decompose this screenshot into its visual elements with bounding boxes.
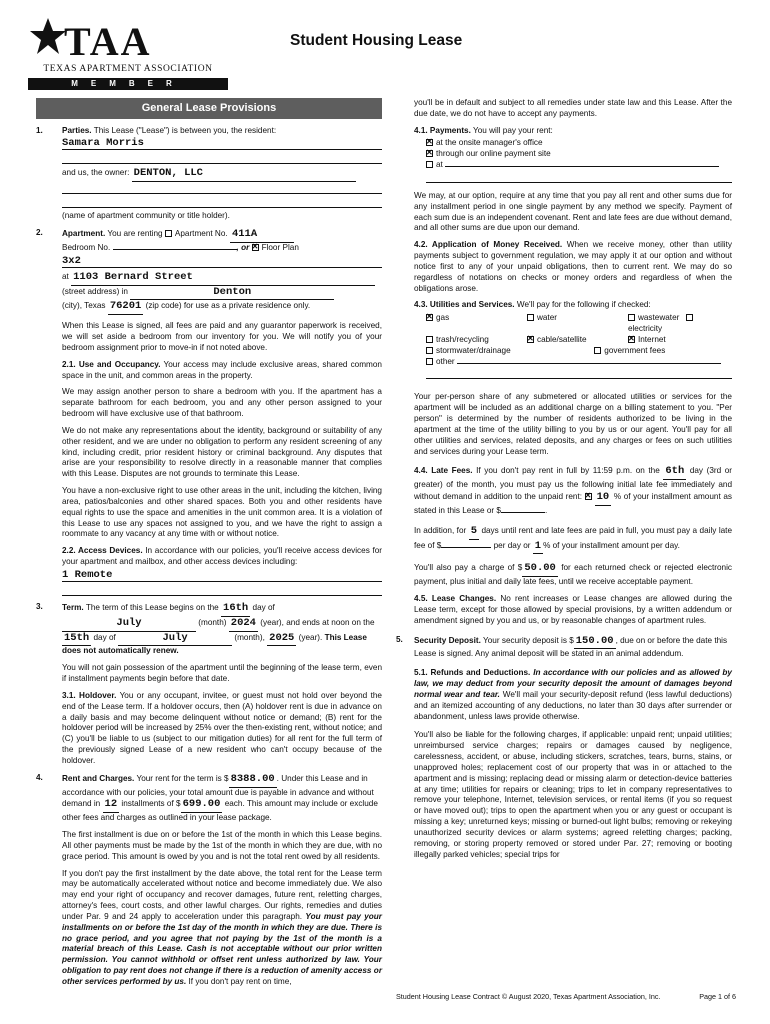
owner-line-2[interactable] — [62, 183, 382, 194]
section-title: General Lease Provisions — [36, 98, 382, 119]
owner-name-field[interactable]: DENTON, LLC — [132, 167, 356, 182]
pay-other-checkbox[interactable] — [426, 161, 433, 168]
installment-amount-field[interactable]: 699.00 — [181, 798, 223, 813]
logo-association-name: TEXAS APARTMENT ASSOCIATION — [43, 64, 213, 74]
resident-name-line-2[interactable] — [62, 153, 382, 164]
other-utility-checkbox[interactable] — [426, 358, 433, 365]
utility-trash[interactable]: trash/recycling — [426, 335, 527, 346]
apartment-checkbox[interactable] — [165, 230, 172, 237]
stormwater-checkbox[interactable] — [426, 347, 433, 354]
footer-copyright: Student Housing Lease Contract © August 2020, Texas Apartment Association, Inc. — [396, 992, 661, 1001]
paragraph-apartment: 2. Apartment. You are renting Apartment No. 411A Bedroom No. , or ✕ Floor Plan 3x2 at 1103 Bernard Street (street address) in Denton (city), Texas 76201 (zip code) for use as a private residence only. When this Lease is signed, all fees are paid and any guarantor paperwork is received, we will set aside a bedroom from our inventory for you. We will notify you of your bedroom assignment prior to move-in if not noted above. 2.1. Use and Occupancy. Your access may include exclusive areas, shared common space in the unit, and common areas in the property. We may assign another person to share a bedroom with you. If the apartment has a separate bathroom for each bedroom, you and any other person assigned to your bedroom will have exclusive use of that bathroom. We do not make any representations about the identity, background or suitability of any other resident, and we are under no obligation to perform any resident screening of any kind, including credit, prior resident history or criminal background. Any disputes that arise are your responsibility to resolve directly in a reasonable manner that complies with this Lease. Disputes are not grounds to terminate this Lease. You have a non-exclusive right to use other areas in the unit, including the kitchen, living area, patios/balconies and other shared spaces. Both you and other residents have equal rights to use the space and amenities in the unit common area. It is a violation of this Lease to use any spaces not assigned to you, and we have the right to assign a roommate to any vacancy at any time with or without notice. 2.2. Access Devices. In accordance with our policies, you'll receive access devices for your apartment and mailbox, and other access devices including: 1 Remote — [36, 228, 382, 596]
late-fee-amount-field[interactable] — [501, 512, 545, 513]
pay-online-checkbox[interactable] — [426, 150, 433, 157]
apartment-number-field[interactable]: 411A — [230, 228, 294, 243]
internet-checkbox[interactable] — [628, 336, 635, 343]
taa-logo — [28, 14, 228, 88]
wastewater-checkbox[interactable] — [628, 314, 635, 321]
utility-government-fees[interactable]: government fees — [594, 346, 732, 357]
floor-plan-checkbox[interactable] — [252, 244, 259, 251]
utility-stormwater[interactable]: stormwater/drainage — [426, 346, 594, 357]
logo-member-band: MEMBER — [28, 78, 228, 90]
resident-name-field[interactable]: Samara Morris — [62, 137, 382, 150]
logo-wordmark: TAA — [64, 19, 152, 64]
payment-option-other[interactable]: at — [426, 160, 732, 171]
payment-option-online[interactable]: ✕through our online payment site — [426, 149, 732, 160]
end-day-field[interactable]: 15th — [62, 632, 91, 647]
payment-options — [426, 138, 732, 182]
left-column — [36, 98, 382, 994]
pay-other-line-2[interactable] — [426, 172, 732, 183]
electricity-checkbox[interactable] — [686, 314, 693, 321]
utility-gas[interactable]: ✕gas — [426, 313, 527, 335]
utility-cable[interactable]: ✕ cable/satellite — [527, 335, 628, 346]
cable-checkbox[interactable] — [527, 336, 534, 343]
utilities-options — [426, 313, 732, 382]
paragraph-parties: 1. Parties. This Lease ("Lease") is between you, the resident: Samara Morris and us, the owner: DENTON, LLC (name of apartment community or title holder). — [36, 126, 382, 223]
total-rent-field[interactable]: 8388.00 — [229, 773, 277, 788]
star-icon — [28, 16, 68, 56]
daily-percent-field[interactable]: 1 — [533, 540, 543, 555]
end-month-field[interactable]: July — [118, 632, 232, 647]
late-percent-checkbox[interactable] — [585, 493, 592, 500]
page-footer — [396, 992, 736, 1001]
zip-field[interactable]: 76201 — [108, 300, 144, 315]
right-column: you'll be in default and subject to all remedies under state law and this Lease. After the due date, we do not have to accept any payments. 4.1. Payments. You will pay your rent: ✕at the onsite manager's office ✕through our online payment site at We may, at our option, require at any time that you pay all rent and other sums due for any installment period in one single payment by any method we specify. Payment of each sum due is an independent covenant. Rent and late fees are due without demand, and all other sums are due upon our demand. 4.2. Application of Money Received. When we receive money, other than utility payments subject to government regulation, we may apply it at our option and without notice first to any of your unpaid obligations, then to current rent. We may do so regardless of notations on checks or money orders and regardless of when the obligations arose. 4.3. Utilities and Services. We'll pay for the following if checked: ✕gas water wastewater electricity trash/recycling ✕ cable/satellite ✕ Internet stormwater/drainage government fees other Your per-person share of any submetered or allocated utilities or services for the apartment will be included as an additional charge on a billing statement to you. "Per person" is determined by the number of residents authorized to be living in the apartment at the time of the utility billing to you by us or our agent. You'll pay for all other utilities and services, related deposits, and any charges or fees on such utilities and services during your Lease term. 4.4. Late Fees. If you don't pay rent in full by 11:59 p.m. on the 6th day (3rd or greater) of the month, you must pay us the following initial late fee immediately and without demand in addition to the unpaid rent: ✕ 10 % of your installment amount as stated in this Lease or $ . In addition, for 5 days until rent and late fees are paid in full, you must pay a daily late fee of $ per day or 1 % of your installment amount per day. You'll also pay a charge of $ 50.00 for each returned check or rejected electronic payment, plus initial and daily late fees, until we receive acceptable payment. 4.5. Lease Changes. No rent increases or Lease changes are allowed during the Lease term, except for those allowed by special provisions, by a written addendum or amendment signed by you and us, or by reasonable changes of apartment rules. 5. Security Deposit. Your security deposit is $ 150.00 , due on or before the date this Lease is signed. Any animal deposit will be stated in an animal addendum. 5.1. Refunds and Deductions. In accordance with our policies and as allowed by law, we may deduct from your security deposit the amount of damages beyond normal wear and tear. We'll mail your security-deposit refund (less lawful deductions) and an itemized accounting of any deductions, no later than 30 days after surrender or abandonment, unless laws provide otherwise. You'll also be liable for the following charges, if applicable: unpaid rent; unpaid utilities; unreimbursed service charges; repairs or damages caused by negligence, carelessness, accident, or abuse, including stickers, scratches, tears, burns, stains, or unapproved holes; replacement cost of our property that was in or attached to the apartment and is missing; replacing dead or missing alarm or detection-device batteries at any time; utilities for repairs or cleaning; trips to let in company representatives to remove your telephone, Internet, television services, or rental items (if you so request or have moved out); trips to open the apartment when you or any guest or occupant is missing a key; unreturned keys; missing or burned-out light bulbs; removing or rekeying unauthorized security devices or alarm systems; agreed reletting charges; packing, removing, or storing property removed or stored under Par. 27; removing or booting illegally parked vehicles; special trips for — [414, 98, 732, 866]
late-day-field[interactable]: 6th — [663, 465, 686, 480]
water-checkbox[interactable] — [527, 314, 534, 321]
utility-water[interactable]: water — [527, 313, 628, 335]
paragraph-security-deposit: 5. Security Deposit. Your security deposit is $ 150.00 , due on or before the date this Lease is signed. Any animal deposit will be stated in an animal addendum. — [396, 634, 728, 659]
start-month-field[interactable]: July — [62, 617, 196, 632]
daily-late-fee-field[interactable] — [441, 547, 491, 548]
access-devices-field[interactable]: 1 Remote — [62, 569, 382, 582]
paragraph-term: 3. Term. The term of this Lease begins on the 16th day of July (month) 2024 (year), and ends at noon on the 15th day of July (month), 2025 (year). This Lease does not automatically renew. You will not gain possession of the apartment until the beginning of the lease term, even if installment payments begin before that date. 3.1. Holdover. You or any occupant, invitee, or guest must not hold over beyond the end of the Lease term. If a holdover occurs, then (A) holdover rent is due in advance on a daily basis and may become delinquent without notice or demand; (B) rent for the holdover period will be increased by 25% over the then-existing rent, without notice; and (C) you'll be liable to us (subject to our mitigation duties) for all rent for the full term of the previously signed Lease of a new resident who can't occupy because of the holdover. — [36, 601, 382, 765]
trash-checkbox[interactable] — [426, 336, 433, 343]
document-title: Student Housing Lease — [290, 32, 463, 49]
start-year-field[interactable]: 2024 — [229, 617, 258, 632]
returned-payment-fee-field[interactable]: 50.00 — [522, 562, 558, 577]
city-field[interactable]: Denton — [130, 286, 334, 301]
gas-checkbox[interactable] — [426, 314, 433, 321]
installments-field[interactable]: 12 — [103, 798, 120, 813]
government-fees-checkbox[interactable] — [594, 347, 601, 354]
utility-wastewater[interactable]: wastewater electricity — [628, 313, 729, 335]
security-deposit-field[interactable]: 150.00 — [574, 635, 616, 650]
utility-internet[interactable]: ✕ Internet — [628, 335, 729, 346]
bedroom-number-field[interactable] — [113, 249, 237, 250]
street-address-field[interactable]: 1103 Bernard Street — [71, 271, 375, 286]
pay-other-field[interactable] — [445, 166, 719, 167]
end-year-field[interactable]: 2025 — [267, 632, 296, 647]
other-utility-field[interactable] — [457, 363, 721, 364]
access-devices-line-2[interactable] — [62, 585, 382, 596]
other-utility-line-2[interactable] — [426, 368, 732, 379]
footer-page-number: Page 1 of 6 — [699, 992, 736, 1001]
late-days-field[interactable]: 5 — [469, 525, 479, 540]
floor-plan-field[interactable]: 3x2 — [62, 255, 382, 268]
utility-other[interactable]: other — [426, 357, 732, 368]
paragraph-rent: 4. Rent and Charges. Your rent for the term is $ 8388.00 . Under this Lease and in accordance with our policies, your total amount due is payable in advance and without demand in 12 installments of $ 699.00 each. This amount may include or exclude other fees and charges as outlined in your lease package. The first installment is due on or before the 1st of the month in which this Lease begins. All other payments must be made by the 1st of the month in which they are due, with no grace period. This amount is owed by you and is not the total rent owed by all residents. If you don't pay the first installment by the date above, the total rent for the Lease term may be automatically accelerated without notice and become immediately due. We also may end your right of occupancy and recover damages, future rent, reletting charges, attorney's fees, court costs, and other lawful charges. Our rights, remedies and duties under Par. 9 and 24 apply to acceleration under this paragraph. You must pay your installments on or before the 1st day of the month in which they are due. There is no grace period, and you agree that not paying by the 1st of the month is a material breach of this Lease. Cash is not acceptable without our prior written permission. You cannot withhold or offset rent unless authorized by law. Your obligation to pay rent does not change if there is a reduction of amenity access or other services performed by us. If you don't pay rent on time, — [36, 772, 382, 986]
owner-line-3[interactable] — [62, 197, 382, 208]
payment-option-office[interactable]: ✕at the onsite manager's office — [426, 138, 732, 149]
late-percent-field[interactable]: 10 — [595, 491, 612, 506]
pay-office-checkbox[interactable] — [426, 139, 433, 146]
start-day-field[interactable]: 16th — [221, 602, 250, 617]
